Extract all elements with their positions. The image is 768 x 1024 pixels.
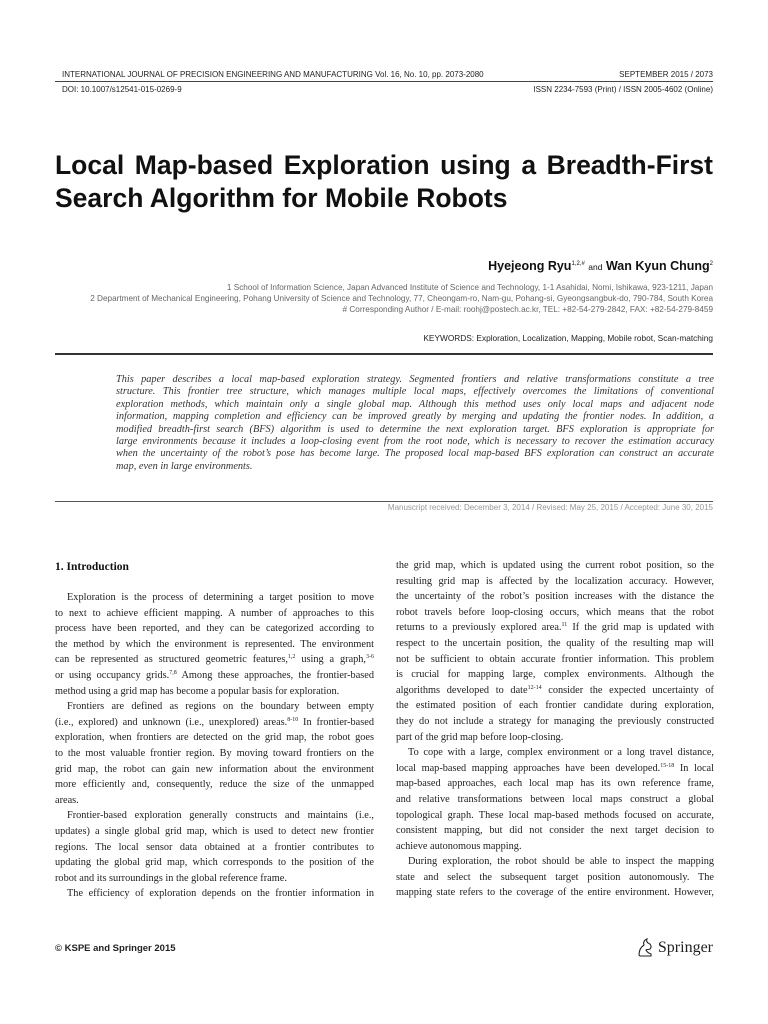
- text-line: topological graph. These local map-based methods focused on accurate,: [396, 809, 714, 821]
- text-line: updating the global grid map, which corresponds to the position of the: [55, 857, 374, 869]
- keywords: KEYWORDS: Exploration, Localization, Mapping, Mobile robot, Scan-matching: [423, 333, 713, 343]
- text-line: returns to a previously explored area.$^{11}$ If the grid map is updated with: [396, 622, 714, 634]
- text-line: The efficiency of exploration depends on the frontier information in: [67, 888, 374, 900]
- abstract-line: exploration methods, which maintain only a single global map. Although this method uses only local maps and adjacent node: [116, 398, 714, 410]
- springer-horse-icon: [636, 938, 654, 958]
- citation: 11: [561, 622, 568, 629]
- text-line: process have been reported, and they can be categorized according to: [55, 623, 374, 635]
- text-line: During exploration, the robot should be able to inspect the mapping: [408, 856, 714, 868]
- text-line: (i.e., explored) and unknown (i.e., unexplored) areas.$^{8-10}$ In frontier-based: [55, 716, 374, 728]
- section-title: 1. Introduction: [55, 561, 129, 573]
- text-line: Exploration is the process of determining a target position to move: [67, 592, 374, 603]
- text-line: the grid map, which is updated using the current robot position, so the: [396, 560, 714, 571]
- abstract-rule: [55, 501, 713, 502]
- text-line: map-based approaches, each local map has its own reference frame,: [396, 778, 714, 790]
- text-line: local map-based mapping approaches have been developed.$^{15-18}$ In local: [396, 762, 714, 774]
- paper-title: [55, 149, 713, 215]
- text-line: exploration, when frontiers are detected on the grid map, the robot goes: [55, 732, 374, 744]
- text-line: the uncertainty of the robot’s position increases with the distance the: [396, 591, 714, 603]
- corresponding-author: # Corresponding Author / E-mail: roohj@postech.ac.kr, TEL: +82-54-279-2842, FAX: +82-54-279-8459: [342, 305, 713, 314]
- abstract-line: large environments because it includes a loop-closing event from the root node, which is necessary to recover the estimation accuracy: [116, 436, 714, 448]
- citation: 15-18: [660, 762, 675, 769]
- title-line: Search Algorithm for Mobile Robots: [55, 183, 508, 213]
- author-2: Wan Kyun Chung: [605, 259, 710, 273]
- abstract: [116, 374, 714, 473]
- journal-volume: Vol. 16, No. 10, pp. 2073-2080: [375, 70, 484, 79]
- text-line: is crucial for mapping large, complex environments. Although the: [396, 669, 714, 681]
- author-and: and: [588, 262, 603, 272]
- text-line: to next to achieve efficient mapping. A number of approaches to this: [55, 607, 374, 619]
- affiliation-2: 2 Department of Mechanical Engineering, Pohang University of Science and Technology, 77, Cheongam-ro, Nam-gu, Pohang-si, Gyeongsangbuk-do, 790-784, South Korea: [90, 294, 713, 303]
- springer-wordmark: Springer: [657, 939, 713, 956]
- abstract-line: This paper describes a local map-based exploration strategy. Segmented frontiers and relative transformations constitute a tree: [116, 374, 714, 385]
- text-line: not be sufficient to obtain accurate frontier information. This problem: [396, 653, 714, 665]
- text-line: the estimated position of each frontier candidate during exploration,: [396, 700, 714, 712]
- text-line: to the most valuable frontier region. By moving toward frontiers on the: [55, 747, 374, 759]
- text-line: mapping state refers to the coverage of the entire environment. However,: [396, 887, 714, 899]
- title-line: Local Map-based Exploration using a Breadth-First: [55, 150, 713, 180]
- issue-date-page: SEPTEMBER 2015 / 2073: [619, 70, 713, 79]
- text-line: state and select the subsequent target position autonomously. The: [396, 871, 714, 883]
- text-line: Frontier-based exploration generally constructs and maintains (i.e.,: [67, 810, 374, 822]
- abstract-line: modified breadth-first search (BFS) algorithm is used to determine the next exploration target. BFS exploration is appropriate for: [116, 423, 714, 435]
- text-line: method using a grid map has become a popular basis for exploration.: [55, 685, 340, 697]
- text-line: can be represented as structured geometric features,$^{1,2}$ using a graph,$^{3-6}$: [55, 654, 375, 666]
- text-line: robot travels before loop-closing occurs, which means that the robot: [396, 606, 714, 618]
- affiliations: [90, 282, 713, 315]
- text-line: the method by which the environment is represented. The environment: [55, 638, 374, 650]
- springer-logo: [636, 938, 713, 958]
- keywords-rule: [55, 353, 713, 355]
- header-rule: [55, 81, 713, 82]
- text-line: Frontiers are defined as regions on the boundary between empty: [67, 701, 374, 713]
- text-line: respect to the uncertain position, the quality of the resulting map will: [396, 637, 714, 649]
- authors: [488, 259, 713, 273]
- text-line: robot and its surroundings in the global reference frame.: [55, 872, 287, 884]
- text-line: To cope with a large, complex environment or a long travel distance,: [408, 747, 714, 759]
- manuscript-dates: Manuscript received: December 3, 2014 / Revised: May 25, 2015 / Accepted: June 30, 2015: [387, 503, 713, 512]
- issn: ISSN 2234-7593 (Print) / ISSN 2005-4602 (Online): [533, 85, 713, 94]
- author-2-affil: 2: [709, 260, 713, 267]
- abstract-line: when the uncertainty of the robot’s pose has become large. The proposed local map-based BFS exploration can construct an accurate: [116, 448, 714, 460]
- text-line: and relative transformations between local maps construct a global: [396, 793, 714, 805]
- text-line: regions. The local sensor data obtained at a frontier contributes to: [55, 841, 374, 853]
- doi: DOI: 10.1007/s12541-015-0269-9: [62, 85, 182, 94]
- citation: 3-6: [366, 654, 375, 661]
- text-line: grid map, the robot can gain new information about the environment: [55, 763, 374, 775]
- author-1-affil: 1,2,#: [571, 260, 585, 267]
- journal-name: INTERNATIONAL JOURNAL OF PRECISION ENGINEERING AND MANUFACTURING: [62, 70, 373, 79]
- text-line: they do not include a strategy for managing the previously constructed: [396, 715, 714, 727]
- text-line: resulting grid map is affected by the localization accuracy. However,: [396, 575, 714, 587]
- copyright: © KSPE and Springer 2015: [55, 943, 176, 954]
- abstract-line: structure. This frontier tree structure, which manages multiple local maps, effectively overcomes the limitations of conventional: [116, 386, 714, 398]
- right-column: [396, 558, 714, 901]
- journal-header: [62, 70, 484, 79]
- citation: 1,2: [287, 654, 296, 661]
- text-line: algorithms developed to date$^{12-14}$ consider the expected uncertainty of: [396, 684, 714, 696]
- left-column: [55, 590, 374, 902]
- text-line: areas.: [55, 794, 79, 806]
- text-line: more efficiently and, consequently, reduce the size of the unmapped: [55, 779, 374, 791]
- text-line: consistent mapping, but did not consider the next target decision to: [396, 825, 714, 837]
- text-line: or using occupancy grids.$^{7,8}$ Among these approaches, the frontier-based: [55, 669, 375, 681]
- text-line: achieve autonomous mapping.: [396, 840, 522, 852]
- text-line: updates) a single global grid map, which is used to detect new frontier: [55, 825, 374, 837]
- citation: 8-10: [287, 716, 299, 723]
- abstract-line: information, mapping completion and efficiency can be improved greatly by merging and updating the frontier nodes. In addition, a: [116, 411, 714, 423]
- author-1: Hyejeong Ryu: [488, 259, 572, 273]
- citation: 12-14: [527, 684, 542, 691]
- text-line: part of the grid map before loop-closing.: [396, 731, 564, 743]
- abstract-line: map, even in large environments.: [116, 460, 253, 472]
- citation: 7,8: [169, 669, 177, 676]
- affiliation-1: 1 School of Information Science, Japan Advanced Institute of Science and Technology, 1-1 Asahidai, Nomi, Ishikawa, 923-1211, Japan: [226, 283, 713, 292]
